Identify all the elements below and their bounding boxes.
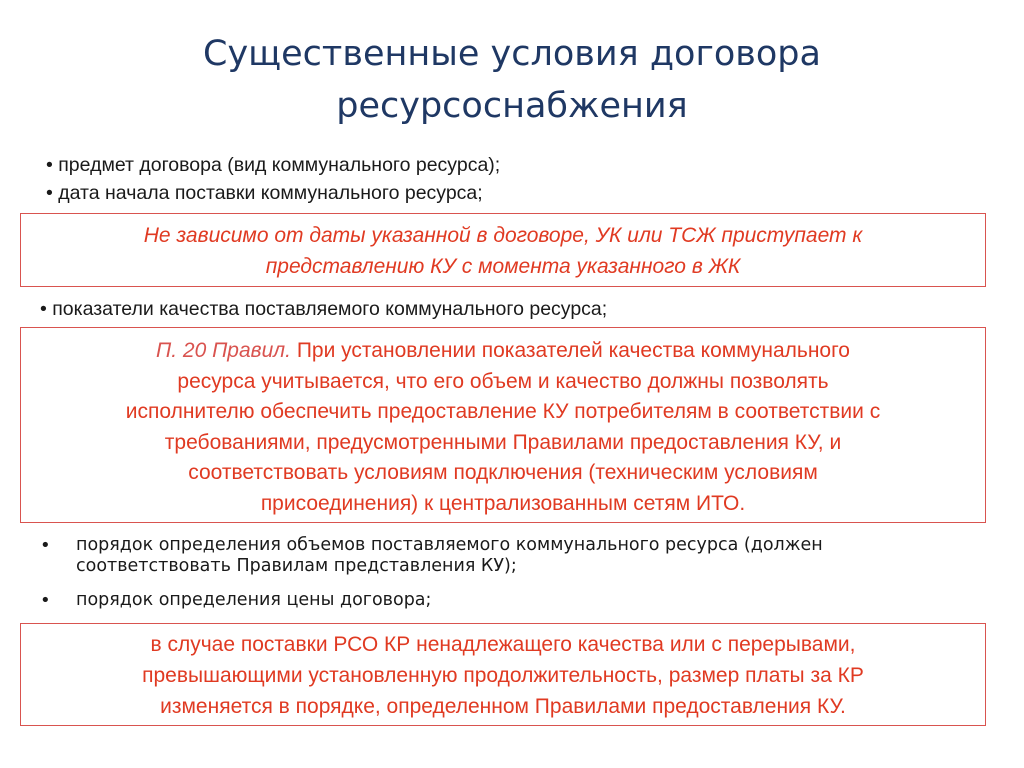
bullet-marker-price: • <box>40 590 51 611</box>
note-box-quality-line-1 <box>21 336 985 367</box>
bullet-volumes <box>76 535 996 577</box>
note-box-quality-line-5: соответствовать условиям подключения (техническим условиям <box>188 461 818 484</box>
note-box-improper-line-1: в случае поставки РСО КР ненадлежащего качества или с перерывами, <box>150 633 856 656</box>
bullet-quality: • показатели качества поставляемого коммунального ресурса; <box>40 298 608 320</box>
slide-title-line-1: Существенные условия договора <box>203 34 821 74</box>
note-box-start-date-line-2: представлению КУ с момента указанного в ЖК <box>265 255 741 278</box>
note-box-quality-line-2: ресурса учитывается, что его объем и качество должны позволять <box>177 369 829 393</box>
bullet-marker-volumes: • <box>40 535 51 556</box>
slide-title-line-2: ресурсоснабжения <box>336 86 688 126</box>
bullet-subject: • предмет договора (вид коммунального ресурса); <box>46 154 501 176</box>
note-box-start-date <box>20 213 986 287</box>
rule-reference: П. 20 Правил. <box>156 339 291 362</box>
note-box-start-date-line-1: Не зависимо от даты указанной в договоре, УК или ТСЖ приступает к <box>143 224 863 247</box>
bullet-volumes-line-2: соответствовать Правилам представления КУ); <box>76 556 517 576</box>
note-box-improper-quality <box>20 623 986 726</box>
note-box-quality-line-3: исполнителю обеспечить предоставление КУ потребителям в соответствии с <box>125 400 881 423</box>
note-box-quality-rule <box>20 327 986 523</box>
note-box-improper-line-3: изменяется в порядке, определенном Правилами предоставления КУ. <box>160 695 846 718</box>
bullet-volumes-line-1: порядок определения объемов поставляемого коммунального ресурса (должен <box>76 535 823 555</box>
note-box-quality-line-1-text: При установлении показателей качества коммунального <box>290 339 850 362</box>
note-box-quality-line-6: присоединения) к централизованным сетям ИТО. <box>260 491 746 515</box>
bullet-start-date: • дата начала поставки коммунального ресурса; <box>46 182 483 204</box>
note-box-quality-line-4: требованиями, предусмотренными Правилами предоставления КУ, и <box>164 430 842 454</box>
bullet-price: порядок определения цены договора; <box>76 590 432 610</box>
note-box-improper-line-2: превышающими установленную продолжительность, размер платы за КР <box>142 664 864 687</box>
slide-title <box>0 28 1024 132</box>
